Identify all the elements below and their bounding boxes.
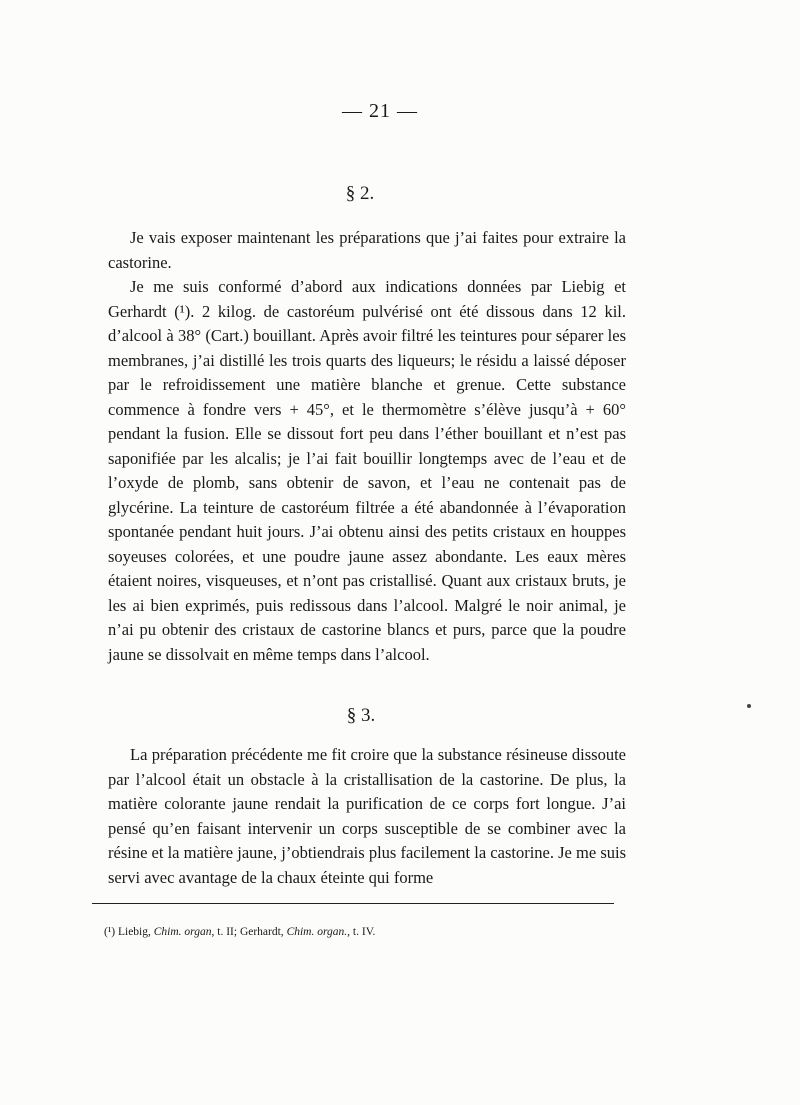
paragraph: Je vais exposer maintenant les préparations que j’ai faites pour extraire la castorine. — [108, 228, 626, 272]
section-heading-2: § 2. — [345, 183, 375, 204]
page-number: — 21 — — [342, 100, 418, 122]
footnote-divider — [92, 903, 614, 904]
section-2-body — [108, 226, 626, 667]
footnote-volume: , t. IV. — [347, 926, 376, 938]
paragraph: Je me suis conformé d’abord aux indications données par Liebig et Gerhardt (¹). 2 kilog. de castoréum pulvérisé ont été dissous dans 12 kil. d’alcool à 38° (Cart.) bouillant. Après avoir filtré les teintures pour séparer les membranes, j’ai distillé les trois quarts des liqueurs; le résidu a laissé déposer par le refroidissement une matière blanche et grenue. Cette substance commence à fondre vers + 45°, et le thermomètre s’élève jusqu’à + 60° pendant la fusion. Elle se dissout fort peu dans l’éther bouillant et n’est pas saponifiée par les alcalis; je l’ai fait bouillir longtemps avec de l’eau et de l’oxyde de plomb, sans obtenir de savon, et l’eau ne contenait pas de glycérine. La teinture de castoréum filtrée a été abandonnée à l’évaporation spontanée pendant huit jours. J’ai obtenu ainsi des petits cristaux en houppes soyeuses colorées, et une poudre jaune assez abondante. Les eaux mères étaient noires, visqueuses, et n’ont pas cristallisé. Quant aux cristaux bruts, je les ai bien exprimés, puis redissous dans l’alcool. Malgré le noir animal, je n’ai pu obtenir des cristaux de castorine blancs et purs, parce que la poudre jaune se dissolvait en même temps dans l’alcool. — [108, 277, 626, 664]
footnote — [104, 924, 624, 940]
section-heading-3: § 3. — [346, 705, 376, 726]
paragraph: La préparation précédente me fit croire que la substance résineuse dissoute par l’alcool était un obstacle à la cristallisation de la castorine. De plus, la matière colorante jaune rendait la purification de ce corps fort longue. J’ai pensé qu’en faisant intervenir un corps susceptible de se combiner avec la résine et la matière jaune, j’obtiendrais plus facilement la castorine. Je me suis servi avec avantage de la chaux éteinte qui forme — [108, 745, 626, 887]
footnote-work: Chim. organ — [153, 926, 212, 938]
footnote-volume: , t. II; — [211, 926, 238, 938]
footnote-marker: (¹) — [104, 926, 116, 938]
section-3-body — [108, 743, 626, 890]
footnote-work: Chim. organ. — [286, 926, 348, 938]
footnote-author: Liebig, — [117, 926, 151, 938]
footnote-author: Gerhardt, — [239, 926, 284, 938]
ink-speck — [747, 704, 751, 708]
